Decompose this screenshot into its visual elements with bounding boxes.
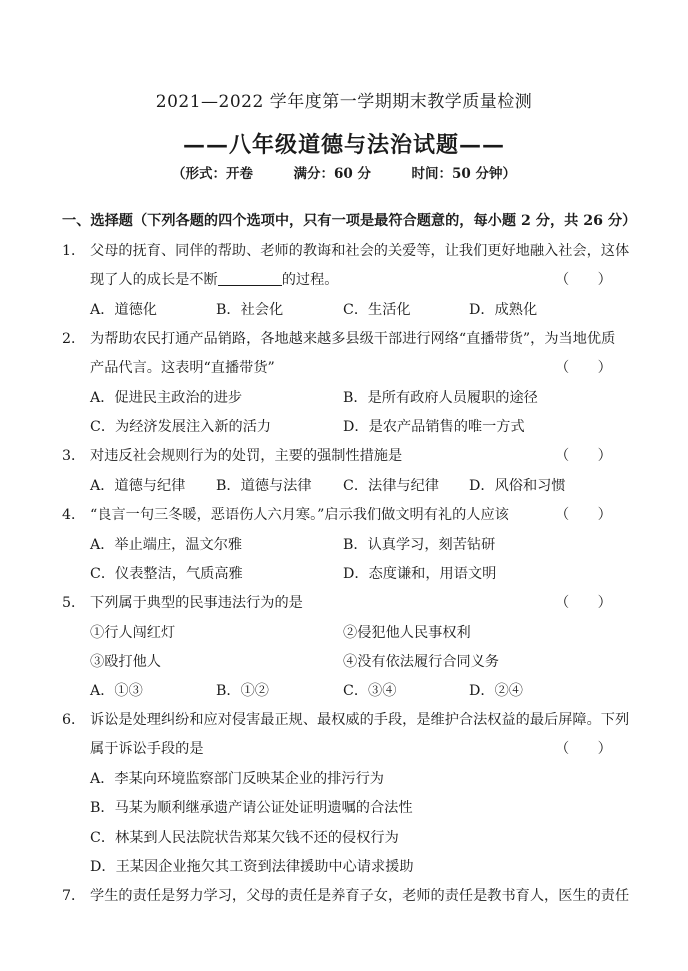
question-text: 下列属于典型的民事违法行为的是	[90, 595, 303, 611]
question-text: 为帮助农民打通产品销路，各地越来越多县级干部进行网络“直播带货”，为当地优质	[90, 331, 616, 347]
option: C．林某到人民法院状告郑某欠钱不还的侵权行为	[90, 830, 399, 846]
option: A．道德化	[90, 302, 157, 318]
option: C．仪表整洁，气质高雅	[90, 566, 243, 582]
question-text: 学生的责任是努力学习，父母的责任是养育子女，老师的责任是教书育人，医生的责任	[90, 888, 630, 904]
option: C．为经济发展注入新的活力	[90, 419, 272, 435]
exam-subject-title: ——八年级道德与法治试题——	[182, 132, 505, 158]
option: A．道德与纪律	[90, 478, 186, 494]
option: D．王某因企业拖欠其工资到法律援助中心请求援助	[90, 859, 414, 875]
answer-paren: （ ）	[555, 507, 612, 523]
option: D．成熟化	[469, 302, 538, 318]
answer-blank	[218, 271, 282, 286]
option: A．举止端庄，温文尔雅	[90, 537, 243, 553]
question-text: 诉讼是处理纠纷和应对侵害最正规、最权威的手段，是维护合法权益的最后屏障。下列	[90, 712, 630, 728]
question-number: 1．	[62, 243, 86, 259]
option: C．法律与纪律	[343, 478, 439, 494]
question-text: 属于诉讼手段的是	[90, 741, 204, 757]
answer-paren: （ ）	[555, 360, 612, 376]
answer-paren: （ ）	[555, 741, 612, 757]
question-number: 3．	[62, 448, 86, 464]
option: C．生活化	[343, 302, 411, 318]
option: B．社会化	[216, 302, 284, 318]
statement-item: ②侵犯他人民事权利	[343, 625, 471, 641]
question-number: 7．	[62, 888, 86, 904]
answer-paren: （ ）	[555, 595, 612, 611]
statement-item: ④没有依法履行合同义务	[343, 654, 500, 670]
answer-paren: （ ）	[555, 272, 612, 288]
option: B．道德与法律	[216, 478, 312, 494]
option: A．李某向环境监察部门反映某企业的排污行为	[90, 771, 384, 787]
option: B．认真学习，刻苦钻研	[343, 537, 496, 553]
answer-paren: （ ）	[555, 448, 612, 464]
statement-item: ①行人闯红灯	[90, 625, 176, 641]
option: A．促进民主政治的进步	[90, 390, 243, 406]
question-number: 5．	[62, 595, 86, 611]
option: D．是农产品销售的唯一方式	[343, 419, 525, 435]
option: B．①②	[216, 683, 269, 699]
section-heading: 一、选择题（下列各题的四个选项中，只有一项是最符合题意的，每小题 2 分，共 26 分）	[62, 213, 637, 229]
option: A．①③	[90, 683, 143, 699]
exam-info: （形式：开卷 满分：60 分 时间：50 分钟）	[172, 166, 516, 182]
question-number: 4．	[62, 507, 86, 523]
question-number: 2．	[62, 331, 86, 347]
statement-item: ③殴打他人	[90, 654, 161, 670]
option: B．是所有政府人员履职的途径	[343, 390, 538, 406]
option: D．风俗和习惯	[469, 478, 566, 494]
option: D．②④	[469, 683, 523, 699]
exam-title: 2021—2022 学年度第一学期期末教学质量检测	[155, 92, 533, 112]
question-text: 现了人的成长是不断 的过程。	[90, 272, 339, 288]
question-text: “良言一句三冬暖，恶语伤人六月寒。”启示我们做文明有礼的人应该	[90, 507, 509, 523]
option: D．态度谦和，用语文明	[343, 566, 497, 582]
question-number: 6．	[62, 712, 86, 728]
question-text: 产品代言。这表明“直播带货”	[90, 360, 275, 376]
question-text: 父母的抚育、同伴的帮助、老师的教诲和社会的关爱等，让我们更好地融入社会，这体	[90, 243, 630, 259]
option: B．马某为顺利继承遗产请公证处证明遗嘱的合法性	[90, 800, 413, 816]
option: C．③④	[343, 683, 397, 699]
question-text: 对违反社会规则行为的处罚，主要的强制性措施是	[90, 448, 403, 464]
